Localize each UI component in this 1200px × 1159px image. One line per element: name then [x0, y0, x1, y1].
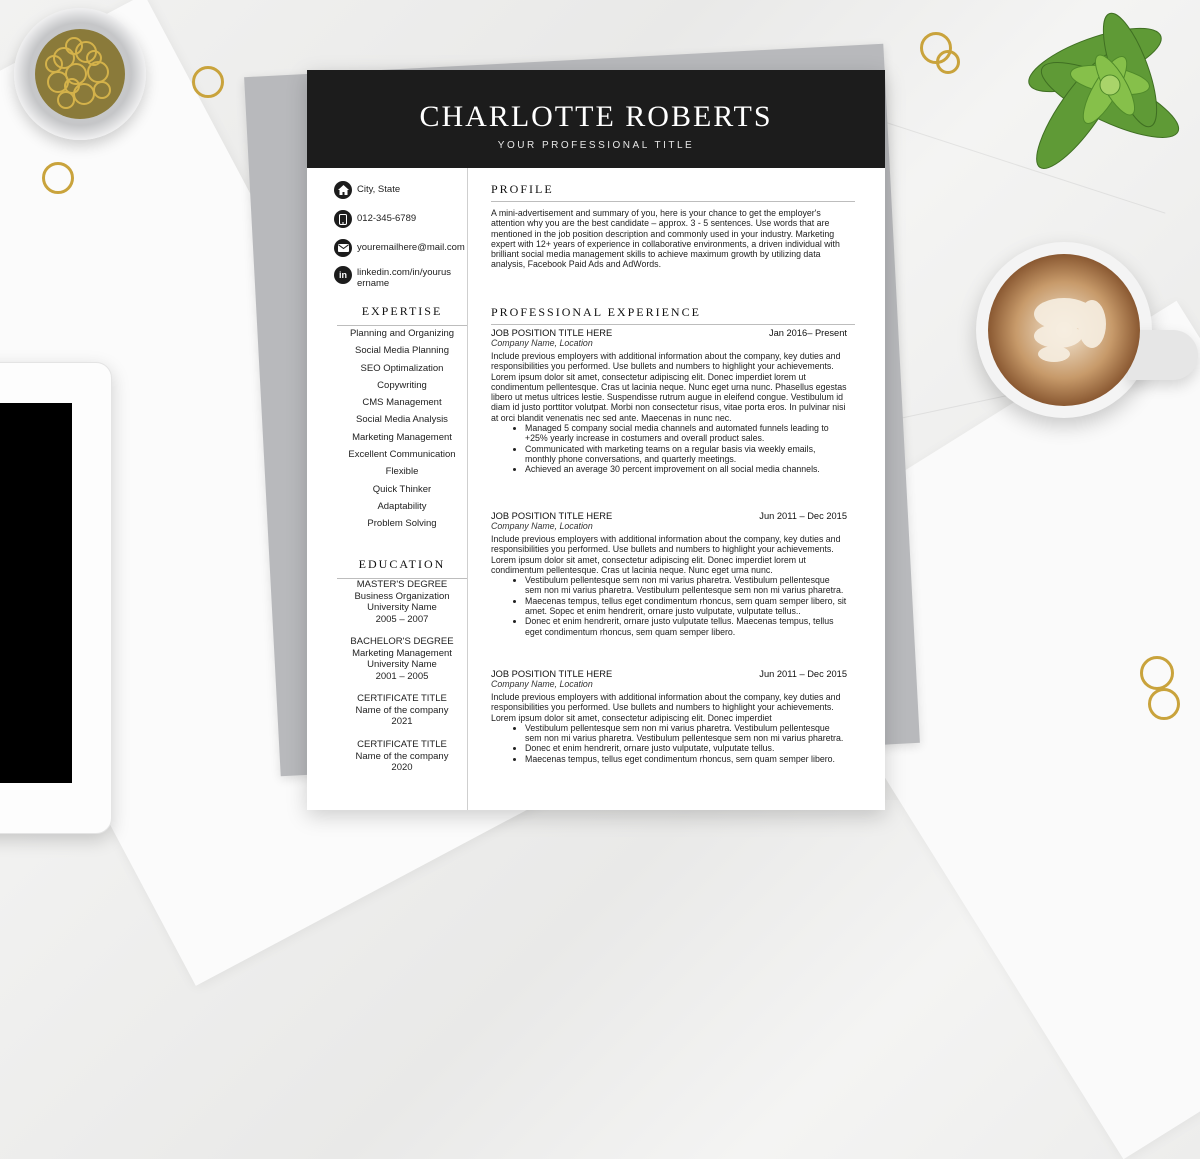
email-icon: [334, 239, 352, 257]
degree: MASTER'S DEGREE: [356, 579, 448, 590]
skill-item: Quick Thinker: [372, 483, 432, 495]
field: Business Organization: [354, 590, 450, 602]
profile-heading: PROFILE: [491, 182, 554, 196]
gold-paperclip: [192, 66, 224, 98]
linkedin-icon: in: [334, 266, 352, 284]
skill-item: Social Media Analysis: [356, 414, 448, 426]
latte-art-icon: [988, 254, 1140, 406]
job-bullet: • Managed 5 company social media channels and automated funnels leading to +25% yearly increase in costumers and overall product sales.: [525, 423, 847, 444]
succulent-plant: [990, 0, 1200, 200]
education-list: [337, 579, 467, 774]
field: Marketing Management: [352, 647, 452, 659]
certificate-entry: [337, 693, 467, 739]
experience-heading: PROFESSIONAL EXPERIENCE: [491, 305, 701, 319]
certificate-issuer: Name of the company: [355, 750, 449, 762]
job-description: Include previous employers with additional information about the company, key duties and responsibilities you performed. Use bullets and numbers to highlight your achievements. Lorem ipsum dolor sit amet, consectetur adipiscing elit. Donec imperdiet lorem ut condimentum pellentesque. Cras ut lacinia neque. Nunc eget urna nunc. Phasellus egestas libero ut metus ultrices lestie. Suspendisse rutrum augue in eleifend congue. Vestibulum id diam id justo porttitor volutpat. Morbi non consectetur risus, vitae porta eros. In pulvinar nisi at orci blandit venenatis nec sed ante. Maecenas in nunc nec.: [491, 351, 847, 423]
job-title: JOB POSITION TITLE HERE: [491, 669, 613, 679]
skill-item: SEO Optimalization: [360, 362, 444, 374]
job-description: Include previous employers with additional information about the company, key duties and responsibilities you performed. Use bullets and numbers to highlight your achievements. Lorem ipsum dolor sit amet, consectetur adipiscing elit. Donec imperdiet: [491, 692, 841, 723]
job-bullets: [491, 423, 847, 474]
job-company: Company Name, Location: [491, 521, 593, 531]
skill-item: CMS Management: [362, 397, 442, 409]
gold-paperclip: [936, 50, 960, 74]
certificate-entry: [337, 739, 467, 774]
job-dates: Jan 2016– Present: [768, 328, 847, 338]
job-header: [491, 328, 847, 338]
years: 2005 – 2007: [375, 613, 429, 625]
job-bullet: • Achieved an average 30 percent improvement on all social media channels.: [525, 464, 847, 474]
degree: BACHELOR'S DEGREE: [350, 636, 454, 647]
school: University Name: [367, 602, 437, 614]
experience-heading-block: [491, 305, 855, 325]
paperclips-icon: [14, 8, 146, 140]
skill-item: Flexible: [385, 466, 419, 478]
job-bullet: • Maecenas tempus, tellus eget condimentum rhoncus, sem quam semper libero, sit amet. Sopec et enim hendrerit, ornare justo vulputate, vulputate tellus..: [525, 596, 847, 617]
phone-icon: [334, 210, 352, 228]
contact-linkedin: [334, 266, 454, 289]
gold-paperclip: [42, 162, 74, 194]
job-bullets: [491, 723, 847, 764]
resume-sidebar: [307, 168, 468, 810]
job-header: [491, 669, 847, 679]
job-title: JOB POSITION TITLE HERE: [491, 511, 613, 521]
profile-heading-block: [491, 182, 855, 202]
skill-item: Problem Solving: [367, 518, 437, 530]
gold-paperclip: [1140, 656, 1174, 690]
school: University Name: [367, 659, 437, 671]
certificate-issuer: Name of the company: [355, 704, 449, 716]
resume-page: [307, 70, 885, 810]
skill-item: Excellent Communication: [348, 449, 456, 461]
job-title: JOB POSITION TITLE HERE: [491, 328, 613, 338]
contact-phone: [334, 210, 416, 228]
tablet-device: [0, 362, 112, 834]
skill-item: Marketing Management: [352, 431, 452, 443]
expertise-list: [337, 325, 467, 533]
job-bullet: • Vestibulum pellentesque sem non mi varius pharetra. Vestibulum pellentesque sem non mi varius pharetra. Vestibulum pellentesque sem non mi varius pharetra.: [525, 575, 847, 596]
education-entry: [337, 579, 467, 636]
tablet-screen: [0, 403, 72, 783]
job-bullet: • Vestibulum pellentesque sem non mi varius pharetra. Vestibulum pellentesque sem non mi varius pharetra. Vestibulum pellentesque sem non mi varius pharetra.: [525, 723, 847, 744]
job-company: Company Name, Location: [491, 679, 593, 689]
divider: [491, 324, 855, 325]
job-dates: Jun 2011 – Dec 2015: [759, 669, 847, 679]
certificate-title: CERTIFICATE TITLE: [357, 693, 447, 704]
succulent-icon: [990, 0, 1200, 200]
skill-item: Copywriting: [377, 379, 427, 391]
job-header: [491, 511, 847, 521]
job-dates: Jun 2011 – Dec 2015: [759, 511, 847, 521]
job-entry: [491, 511, 847, 637]
job-bullet: • Communicated with marketing teams on a regular basis via weekly emails, monthly phone conversations, and quarterly meetings.: [525, 444, 847, 465]
contact-email: [334, 239, 465, 257]
latte: [988, 254, 1140, 406]
paperclip-bowl: [14, 8, 146, 140]
certificate-year: 2021: [391, 716, 413, 728]
contact-location: [334, 181, 400, 199]
candidate-name: CHARLOTTE ROBERTS: [419, 100, 773, 133]
expertise-heading-block: [337, 304, 467, 326]
skill-item: Planning and Organizing: [349, 328, 455, 339]
years: 2001 – 2005: [375, 670, 429, 682]
job-bullet: • Donec et enim hendrerit, ornare justo vulputate tellus. Maecenas tempus, tellus eget condimentum rhoncus, sem quam semper libero.: [525, 616, 847, 637]
resume-header: [307, 70, 885, 168]
professional-title: YOUR PROFESSIONAL TITLE: [497, 140, 695, 151]
home-icon: [334, 181, 352, 199]
profile-summary: A mini-advertisement and summary of you, here is your chance to get the employer's attention why you are the best candidate – approx. 3 - 5 sentences. Use words that are mentioned in the job position description and commonly used in your industry. Marketing expert with 12+ years of experience in collaborative environments, a driven individual with brilliant social media management skills to achieve maximum growth by utilizing data analysis, Facebook Paid Ads and AdWords.: [491, 208, 840, 270]
gold-paperclip: [1148, 688, 1180, 720]
contact-location-text: City, State: [357, 184, 401, 195]
education-heading-block: [337, 557, 467, 579]
job-company: Company Name, Location: [491, 338, 593, 348]
job-entry: [491, 328, 847, 475]
contact-email-text: youremailhere@mail.com: [357, 242, 465, 253]
job-description: Include previous employers with additional information about the company, key duties and responsibilities you performed. Use bullets and numbers to highlight your achievements. Lorem ipsum dolor sit amet, consectetur adipiscing elit. Donec imperdiet lorem ut condimentum pellentesque. Cras ut lacinia neque. Nunc eget urna nunc.: [491, 534, 841, 575]
job-bullet: • Donec et enim hendrerit, ornare justo vulputate, vulputate tellus.: [525, 743, 847, 753]
job-entry: [491, 669, 847, 764]
divider: [491, 201, 855, 202]
education-heading: EDUCATION: [358, 557, 446, 571]
job-bullet: • Maecenas tempus, tellus eget condimentum rhoncus, sem quam semper libero.: [525, 754, 847, 764]
education-entry: [337, 636, 467, 693]
expertise-heading: EXPERTISE: [361, 304, 443, 318]
certificate-year: 2020: [391, 762, 413, 774]
skill-item: Adaptability: [377, 500, 427, 512]
job-bullets: [491, 575, 847, 637]
contact-linkedin-text: linkedin.com/in/yourusername: [357, 267, 451, 289]
certificate-title: CERTIFICATE TITLE: [357, 739, 447, 750]
contact-phone-text: 012-345-6789: [357, 213, 417, 224]
skill-item: Social Media Planning: [354, 345, 449, 357]
